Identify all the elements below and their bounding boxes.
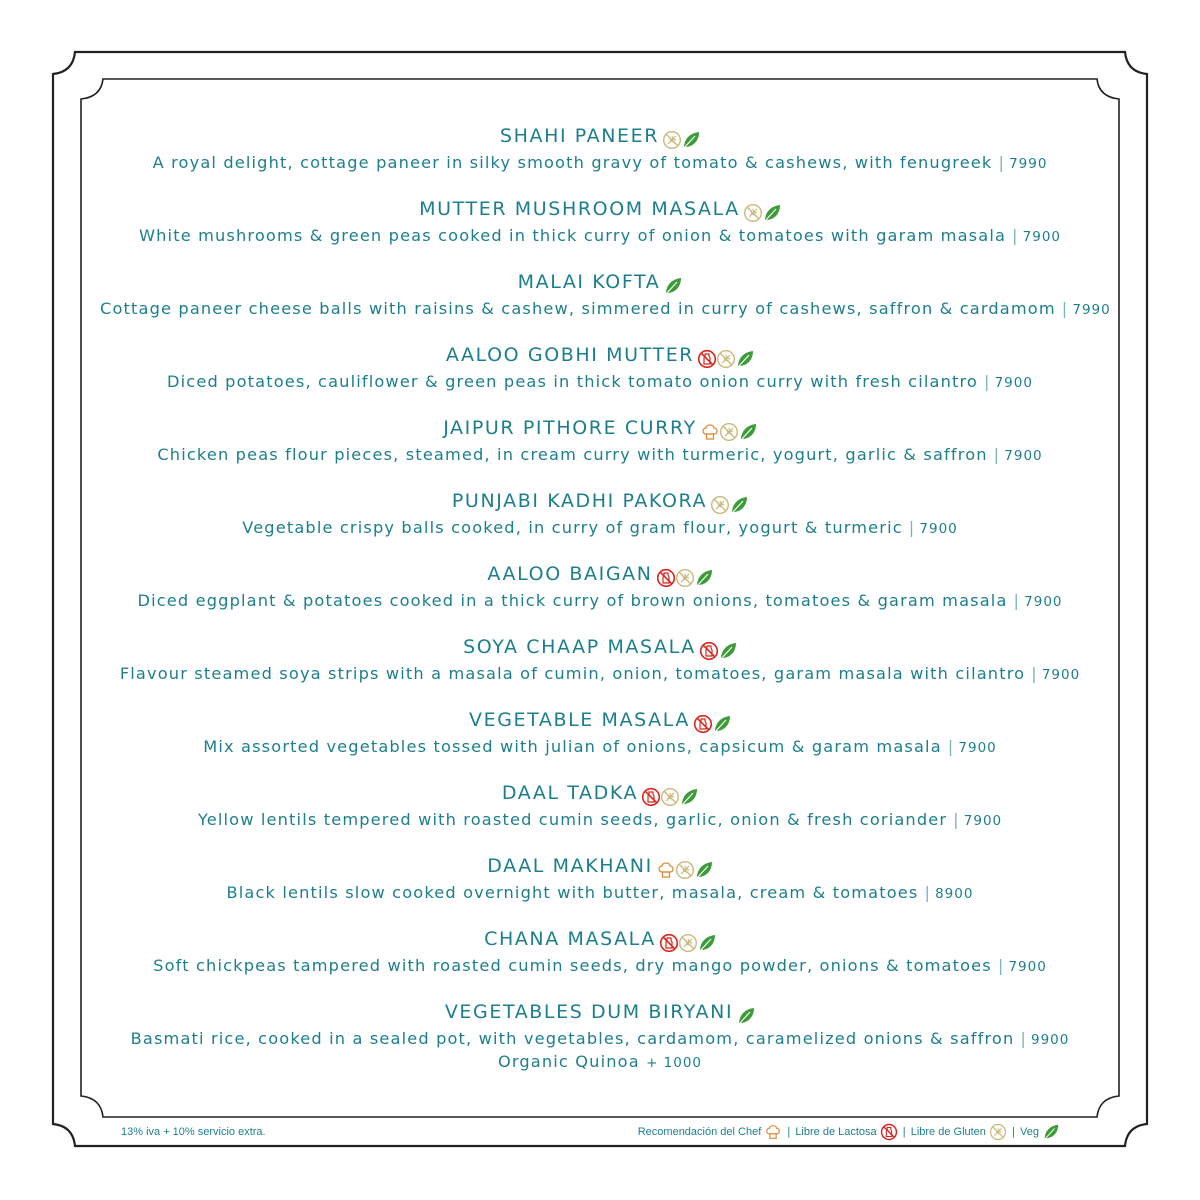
dish-price: 7900: [1022, 229, 1062, 245]
chef-icon: [700, 420, 719, 442]
veg-leaf-icon: [663, 274, 682, 296]
lactose-free-icon: [656, 566, 675, 588]
menu-item-description-line: [100, 371, 1100, 394]
legend-veg-label: Veg: [1019, 1125, 1039, 1138]
dietary-icons: [710, 491, 748, 517]
gluten-free-icon: [660, 785, 679, 807]
dish-name: VEGETABLES DUM BIRYANI: [444, 1001, 734, 1023]
menu-item-title: [100, 634, 1100, 663]
menu-item-description-line: [100, 444, 1100, 467]
price-separator: |: [1031, 664, 1038, 683]
dish-name: SOYA CHAAP MASALA: [463, 636, 696, 658]
dish-name: MUTTER MUSHROOM MASALA: [419, 198, 740, 220]
veg-leaf-icon: [762, 201, 781, 223]
gluten-free-icon: [743, 201, 762, 223]
lactose-free-icon: [880, 1126, 898, 1138]
veg-leaf-icon: [679, 785, 698, 807]
veg-leaf-icon: [735, 347, 754, 369]
price-separator: |: [953, 810, 960, 829]
menu-item-description-line: [100, 225, 1100, 248]
gluten-free-icon: [719, 420, 738, 442]
dish-name: DAAL MAKHANI: [487, 855, 653, 877]
dish-description: Basmati rice, cooked in a sealed pot, with vegetables, cardamom, caramelized onions & saffron: [130, 1029, 1015, 1048]
price-separator: |: [993, 445, 1001, 464]
menu-item-title: [100, 780, 1100, 809]
dish-description: White mushrooms & green peas cooked in thick curry of onion & tomatoes with garam masala: [138, 226, 1007, 245]
menu-item-title: [100, 123, 1100, 152]
gluten-free-icon: [675, 566, 694, 588]
menu-item-title: [100, 196, 1100, 225]
menu-item-description-line: [100, 663, 1100, 686]
veg-leaf-icon: [729, 493, 748, 515]
legend-separator: |: [1012, 1125, 1015, 1138]
gluten-free-icon: [989, 1126, 1007, 1138]
dish-description: Yellow lentils tempered with roasted cumin seeds, garlic, onion & fresh coriander: [197, 810, 948, 829]
lactose-free-icon: [641, 785, 660, 807]
menu-list: [100, 123, 1111, 1072]
price-separator: |: [1012, 226, 1019, 245]
menu-item: [100, 853, 1100, 901]
legend-separator: |: [902, 1125, 906, 1138]
legend-chef-label: Recomendación del Chef: [637, 1125, 762, 1138]
menu-item: [100, 561, 1100, 609]
dish-price: 9900: [1030, 1032, 1070, 1048]
dish-description: Diced potatoes, cauliflower & green peas in thick tomato onion curry with fresh cilantro: [167, 372, 978, 391]
dish-price: 8900: [935, 886, 974, 902]
dish-name: DAAL TADKA: [501, 782, 639, 804]
menu-item-title: [100, 853, 1100, 882]
dish-name: AALOO BAIGAN: [487, 563, 653, 585]
gluten-free-icon: [716, 347, 735, 369]
veg-leaf-icon: [718, 639, 737, 661]
veg-leaf-icon: [681, 128, 700, 150]
dish-name: VEGETABLE MASALA: [469, 709, 690, 731]
legend-lactose-label: Libre de Lactosa: [795, 1125, 877, 1138]
menu-item-title: [100, 926, 1100, 955]
veg-leaf-icon: [738, 420, 757, 442]
dietary-icons: [699, 637, 737, 663]
veg-leaf-icon: [694, 566, 713, 588]
dish-price: 7900: [1041, 667, 1081, 683]
icon-legend: [638, 1123, 1060, 1141]
menu-item-description-line: [100, 882, 1100, 905]
lactose-free-icon: [697, 347, 716, 369]
veg-leaf-icon: [697, 931, 716, 953]
menu-item: [100, 196, 1100, 244]
menu-item: [100, 634, 1100, 682]
menu-item: [100, 999, 1100, 1071]
menu-item: [100, 707, 1100, 755]
veg-leaf-icon: [712, 712, 731, 734]
dish-name: MALAI KOFTA: [517, 271, 661, 293]
legend-gluten-label: Libre de Gluten: [910, 1125, 986, 1138]
dish-name: AALOO GOBHI MUTTER: [445, 344, 695, 366]
menu-item-title: [100, 415, 1100, 444]
lactose-free-icon: [659, 931, 678, 953]
legend-separator: |: [787, 1125, 791, 1138]
dietary-icons: [662, 126, 700, 152]
chef-icon: [656, 858, 675, 880]
dish-price: 7900: [994, 375, 1033, 391]
menu-item-description-line: [100, 955, 1100, 978]
menu-item: [100, 780, 1100, 828]
lactose-free-icon: [693, 712, 712, 734]
menu-item-title: [100, 488, 1100, 517]
price-separator: |: [997, 956, 1005, 975]
menu-item-title: [100, 342, 1100, 371]
dish-description: Black lentils slow cooked overnight with butter, masala, cream & tomatoes: [226, 883, 919, 902]
menu-item-title: [100, 707, 1100, 736]
dietary-icons: [700, 418, 757, 444]
dish-description: Chicken peas flour pieces, steamed, in cream curry with turmeric, yogurt, garlic & saffron: [157, 445, 988, 464]
price-separator: |: [908, 518, 916, 537]
extra-label: Organic Quinoa: [497, 1052, 640, 1071]
dietary-icons: [663, 272, 682, 298]
dietary-icons: [736, 1002, 755, 1028]
gluten-free-icon: [675, 858, 694, 880]
extra-price: + 1000: [646, 1055, 703, 1071]
dish-price: 7990: [1072, 302, 1111, 318]
dish-price: 7900: [1024, 594, 1063, 610]
price-separator: |: [1013, 591, 1021, 610]
menu-item-description-line: [100, 517, 1100, 540]
price-separator: |: [998, 153, 1006, 172]
dietary-icons: [743, 199, 781, 225]
menu-item-description-line: [100, 590, 1100, 613]
dietary-icons: [656, 856, 713, 882]
menu-item-description-line: [100, 1028, 1100, 1051]
menu-item: [100, 123, 1100, 171]
tax-note: 13% iva + 10% servicio extra.: [121, 1126, 266, 1138]
menu-item-extra: [100, 1051, 1100, 1074]
menu-item: [100, 415, 1100, 463]
dietary-icons: [641, 783, 698, 809]
veg-leaf-icon: [736, 1004, 755, 1026]
dish-description: A royal delight, cottage paneer in silky smooth gravy of tomato & cashews, with fenugreek: [152, 153, 993, 172]
dietary-icons: [697, 345, 754, 371]
gluten-free-icon: [710, 493, 729, 515]
dish-price: 7900: [1004, 448, 1043, 464]
dish-name: SHAHI PANEER: [499, 125, 660, 147]
menu-item-description-line: [100, 298, 1111, 321]
price-separator: |: [947, 737, 955, 756]
dietary-icons: [693, 710, 731, 736]
gluten-free-icon: [662, 128, 681, 150]
dish-description: Vegetable crispy balls cooked, in curry of gram flour, yogurt & turmeric: [242, 518, 903, 537]
gluten-free-icon: [678, 931, 697, 953]
menu-item-title: [100, 999, 1100, 1028]
dish-price: 7900: [963, 813, 1003, 829]
dish-name: PUNJABI KADHI PAKORA: [451, 490, 708, 512]
veg-leaf-icon: [694, 858, 713, 880]
dish-description: Mix assorted vegetables tossed with julian of onions, capsicum & garam masala: [203, 737, 942, 756]
menu-item: [100, 926, 1100, 974]
dietary-icons: [659, 929, 716, 955]
price-separator: |: [924, 883, 932, 902]
menu-item-title: [100, 561, 1100, 590]
price-separator: |: [1020, 1029, 1027, 1048]
dish-price: 7990: [1009, 156, 1048, 172]
dietary-icons: [656, 564, 713, 590]
dish-name: JAIPUR PITHORE CURRY: [443, 417, 697, 439]
dish-price: 7900: [958, 740, 997, 756]
menu-item-description-line: [100, 809, 1100, 832]
dish-description: Soft chickpeas tampered with roasted cumin seeds, dry mango powder, onions & tomatoes: [153, 956, 992, 975]
lactose-free-icon: [699, 639, 718, 661]
dish-price: 7900: [919, 521, 958, 537]
menu-item-description-line: [100, 152, 1100, 175]
menu-item: [100, 342, 1100, 390]
menu-item: [100, 488, 1100, 536]
price-separator: |: [1061, 299, 1069, 318]
chef-icon: [764, 1126, 782, 1138]
dish-price: 7900: [1008, 959, 1047, 975]
veg-leaf-icon: [1042, 1126, 1060, 1138]
dish-description: Flavour steamed soya strips with a masala of cumin, onion, tomatoes, garam masala with cilantro: [119, 664, 1026, 683]
menu-item-title: [100, 269, 1100, 298]
price-separator: |: [983, 372, 991, 391]
dish-description: Diced eggplant & potatoes cooked in a thick curry of brown onions, tomatoes & garam masala: [137, 591, 1008, 610]
dish-description: Cottage paneer cheese balls with raisins & cashew, simmered in curry of cashews, saffron & cardamom: [100, 299, 1056, 318]
menu-item-description-line: [100, 736, 1100, 759]
menu-item: [100, 269, 1111, 318]
dish-name: CHANA MASALA: [484, 928, 656, 950]
